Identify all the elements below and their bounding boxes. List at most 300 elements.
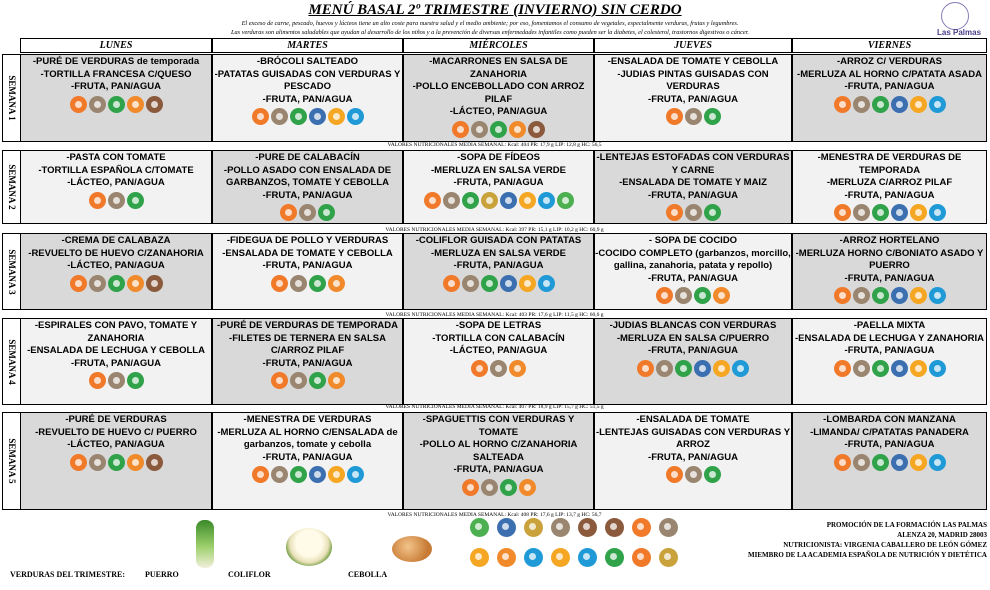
grain-icon [834, 287, 851, 304]
leek-image [196, 520, 214, 568]
allergen-icons [213, 372, 402, 389]
menu-cell [403, 150, 594, 224]
nutrition-values: VALORES NUTRICIONALES MEDIA SEMANAL: Kcal: 403 PR: 17,6 g LIP: 11,5 g HC: 60,6 g [385, 312, 604, 318]
shell-icon [519, 192, 536, 209]
shell-icon [910, 204, 927, 221]
allergen-icons [595, 360, 791, 377]
allergen-icons [793, 96, 986, 113]
grain-icon [666, 204, 683, 221]
dish-line: -PATATAS GUISADAS CON VERDURAS Y PESCADO [214, 68, 401, 92]
menu-cell [20, 54, 212, 142]
legume-icon [675, 287, 692, 304]
veg-icon [481, 275, 498, 292]
menu-cell [212, 412, 403, 510]
legend-item [603, 548, 625, 567]
credits [702, 520, 987, 560]
veg-icon [872, 96, 889, 113]
legume-icon [481, 479, 498, 496]
shell-icon [470, 548, 489, 567]
veg-item-puerro: PUERRO [145, 570, 179, 579]
dish-line: -FRUTA, PAN/AGUA [453, 464, 544, 475]
mustard-icon [524, 518, 543, 537]
veg-icon [704, 108, 721, 125]
legend-item [630, 518, 652, 537]
dish-line: -FRUTA, PAN/AGUA [262, 357, 353, 369]
day-header-0: LUNES [20, 38, 212, 53]
dish-line: -FRUTA, PAN/AGUA [648, 189, 738, 201]
dish-line: -ARROZ C/ VERDURAS [836, 56, 943, 67]
dish-line: -ENSALADA DE TOMATE [636, 414, 750, 425]
fish-icon [500, 275, 517, 292]
logo-icon [941, 2, 969, 30]
dish-line: -FRUTA, PAN/AGUA [648, 272, 738, 284]
egg-icon [713, 287, 730, 304]
menu-cell [403, 318, 594, 405]
grain-icon [252, 108, 269, 125]
legume-icon [853, 204, 870, 221]
menu-cell [403, 233, 594, 310]
celery-icon [470, 518, 489, 537]
dish-line: -LÁCTEO, PAN/AGUA [449, 345, 548, 356]
legume-icon [685, 466, 702, 483]
allergen-icons [213, 275, 402, 292]
dish-line: -MENESTRA DE VERDURAS [243, 414, 372, 425]
dish-line: -PASTA CON TOMATE [66, 152, 166, 163]
fish-icon [891, 287, 908, 304]
legume-icon [89, 275, 106, 292]
shell-icon [910, 287, 927, 304]
dish-line: -FRUTA, PAN/AGUA [262, 451, 353, 463]
dish-line: -FRUTA, PAN/AGUA [262, 93, 353, 105]
day-header-3: JUEVES [594, 38, 792, 53]
egg-icon [127, 454, 144, 471]
dish-line: -POLLO ASADO CON ENSALADA DE GARBANZOS, TOMATE Y CEBOLLA [223, 164, 392, 188]
egg-icon [328, 275, 345, 292]
allergen-icons [404, 192, 593, 209]
grain-icon [89, 372, 106, 389]
grain-icon [462, 479, 479, 496]
dish-line: -PURÉ DE VERDURAS DE TEMPORADA [216, 320, 399, 331]
allergen-icons [793, 454, 986, 471]
menu-cell [20, 412, 212, 510]
fish-icon [309, 466, 326, 483]
grain-icon [443, 275, 460, 292]
shell-icon [910, 360, 927, 377]
menu-cell [20, 233, 212, 310]
nutrition-values: VALORES NUTRICIONALES MEDIA SEMANAL: Kcal: 407 PR: 18,9 g LIP: 15,7 g HC: 51,5 g [385, 404, 604, 410]
crust-icon [929, 204, 946, 221]
week-row [2, 318, 987, 405]
legume-icon [443, 192, 460, 209]
legend-item [549, 548, 571, 567]
crust-icon [578, 548, 597, 567]
dish-line: -FRUTA, PAN/AGUA [844, 439, 935, 450]
egg-icon [127, 96, 144, 113]
dish-line: - SOPA DE COCIDO [648, 235, 738, 246]
dish-line: -MERLUZA HORNO C/BONIATO ASADO Y PUERRO [795, 247, 984, 271]
menu-cell [20, 318, 212, 405]
grain-icon [666, 466, 683, 483]
crust-icon [929, 287, 946, 304]
dairy-icon [146, 96, 163, 113]
allergen-icons [213, 204, 402, 221]
allergen-icons [21, 192, 211, 209]
legume-icon [659, 518, 678, 537]
dish-line: -POLLO ENCEBOLLADO CON ARROZ PILAF [412, 81, 585, 105]
legume-icon [89, 454, 106, 471]
dish-line: -TORTILLA FRANCESA C/QUESO [40, 68, 192, 80]
mustard-icon [659, 548, 678, 567]
dish-line: -FILETES DE TERNERA EN SALSA C/ARROZ PILAF [229, 332, 386, 356]
intro-text-2: Las verduras son alimentos saludables que ayudan al desarrollo de los niños y a la prevención de diversas enfermedades infantiles como pueden ser la diabetes, el colesterol, trastornos digestivos o cáncer. [231, 29, 749, 36]
legend-item [468, 548, 490, 567]
crust-icon [347, 466, 364, 483]
nutrition-values: VALORES NUTRICIONALES MEDIA SEMANAL: Kcal: 408 PR: 17,6 g LIP: 13,7 g HC: 56,7 [387, 512, 602, 518]
allergen-icons [21, 275, 211, 292]
legume-icon [271, 466, 288, 483]
grain-icon [834, 360, 851, 377]
dish-line: -LÁCTEO, PAN/AGUA [67, 260, 165, 271]
menu-cell [792, 318, 987, 405]
allergen-icons [793, 360, 986, 377]
legend-item [522, 518, 544, 537]
dish-line: -FRUTA, PAN/AGUA [844, 189, 935, 201]
veg-icon [500, 479, 517, 496]
dish-line: -FRUTA, PAN/AGUA [648, 451, 738, 463]
crust-icon [347, 108, 364, 125]
veg-icon [872, 454, 889, 471]
menu-cell [212, 318, 403, 405]
egg-icon [127, 275, 144, 292]
veg-icon [490, 121, 507, 138]
dish-line: -LIMANDA/ C/PATATAS PANADERA [810, 426, 969, 438]
dish-line: -SOPA DE FÍDEOS [457, 152, 540, 163]
grain-icon [834, 454, 851, 471]
dish-line: -ESPIRALES CON PAVO, TOMATE Y ZANAHORIA [34, 320, 198, 344]
menu-cell [20, 150, 212, 224]
legume-icon [853, 454, 870, 471]
legend-item [576, 548, 598, 567]
week-label-text: SEMANA 2 [7, 164, 17, 210]
dish-line: -COLIFLOR GUISADA CON PATATAS [415, 235, 582, 246]
menu-cell [792, 412, 987, 510]
dish-line: -LENTEJAS GUISADAS CON VERDURAS Y ARROZ [595, 426, 791, 450]
dish-line: -MERLUZA EN SALSA VERDE [431, 247, 566, 259]
legend-item [522, 548, 544, 567]
week-label [2, 233, 22, 310]
veg-icon [462, 192, 479, 209]
dish-line: -REVUELTO DE HUEVO C/ PUERRO [35, 426, 197, 438]
week-row [2, 150, 987, 224]
grain-icon [70, 96, 87, 113]
dish-line: -FRUTA, PAN/AGUA [262, 189, 353, 201]
dish-line: -REVUELTO DE HUEVO C/ZANAHORIA [28, 247, 204, 259]
nutrition-values: VALORES NUTRICIONALES MEDIA SEMANAL: Kcal: 397 PR: 15,1 g LIP: 10,2 g HC: 60,9 g [385, 227, 604, 233]
celery-icon [557, 192, 574, 209]
shell-icon [328, 108, 345, 125]
dish-line: -JUDIAS BLANCAS CON VERDURAS [609, 320, 777, 331]
shell-icon [551, 548, 570, 567]
dish-line: -LÁCTEO, PAN/AGUA [67, 439, 165, 450]
menu-cell [594, 54, 792, 142]
veg-icon [605, 548, 624, 567]
grain-icon [637, 360, 654, 377]
week-label-text: SEMANA 5 [7, 438, 17, 484]
dish-line: -FRUTA, PAN/AGUA [844, 345, 935, 356]
dish-line: -LÁCTEO, PAN/AGUA [449, 106, 548, 117]
grain-icon [252, 466, 269, 483]
veg-icon [704, 466, 721, 483]
veg-icon [872, 287, 889, 304]
allergen-icons [404, 121, 593, 138]
legend-item [495, 548, 517, 567]
legend-item [657, 518, 679, 537]
fish-icon [694, 360, 711, 377]
shell-icon [910, 454, 927, 471]
dairy-icon [605, 518, 624, 537]
week-row [2, 54, 987, 142]
logo-text: Las Palmas [937, 28, 982, 37]
grain-icon [834, 96, 851, 113]
crust-icon [929, 96, 946, 113]
intro-text-1: El exceso de carne, pescado, huevos y lácteos tiene un alto coste para nuestra salud y el medio ambiente; por eso, fomentamos el consumo de vegetales, especialmente verduras, frutas y legumbres. [241, 20, 739, 27]
veg-icon [127, 372, 144, 389]
dish-line: -MERLUZA EN SALSA C/PUERRO [616, 332, 770, 344]
veg-icon [872, 360, 889, 377]
crust-icon [929, 454, 946, 471]
week-label [2, 318, 22, 405]
dairy-icon [146, 454, 163, 471]
dish-line: -FRUTA, PAN/AGUA [262, 260, 353, 271]
dish-line: -MERLUZA EN SALSA VERDE [431, 164, 566, 176]
dish-line: -FRUTA, PAN/AGUA [453, 260, 544, 271]
crust-icon [732, 360, 749, 377]
fish-icon [500, 192, 517, 209]
menu-cell [792, 233, 987, 310]
dish-line: -PURÉ DE VERDURAS [65, 414, 167, 425]
legend-item [468, 518, 490, 537]
veg-item-cebolla: CEBOLLA [348, 570, 388, 579]
legume-icon [108, 372, 125, 389]
dish-line: -SPAGUETTIS CON VERDURAS Y TOMATE [422, 414, 575, 438]
credit-line: MIEMBRO DE LA ACADEMIA ESPAÑOLA DE NUTRICIÓN Y DIETÉTICA [748, 551, 987, 559]
grain-icon [471, 360, 488, 377]
dish-line: -ENSALADA DE LECHUGA Y ZANAHORIA [795, 332, 984, 344]
week-label-text: SEMANA 1 [7, 75, 17, 121]
allergen-icons [595, 204, 791, 221]
week-row [2, 412, 987, 510]
menu-cell [212, 150, 403, 224]
dish-line: -TORTILLA ESPAÑOLA C/TOMATE [38, 164, 194, 176]
legend-item [576, 518, 598, 537]
menu-title: MENÚ BASAL 2º TRIMESTRE (INVIERNO) SIN CERDO [308, 2, 682, 18]
grain-icon [271, 275, 288, 292]
grain-icon [632, 548, 651, 567]
dish-line: -ENSALADA DE TOMATE Y CEBOLLA [607, 56, 779, 67]
allergen-icons [793, 287, 986, 304]
grain-icon [452, 121, 469, 138]
dish-line: -ENSALADA DE TOMATE Y CEBOLLA [222, 247, 393, 259]
week-label [2, 150, 22, 224]
dish-line: -MERLUZA AL HORNO C/PATATA ASADA [797, 68, 982, 80]
dish-line: -CREMA DE CALABAZA [61, 235, 171, 246]
dish-line: -FRUTA, PAN/AGUA [71, 357, 161, 369]
fish-icon [891, 360, 908, 377]
crust-icon [538, 192, 555, 209]
legume-icon [551, 518, 570, 537]
dish-line: -FRUTA, PAN/AGUA [453, 177, 544, 188]
dish-line: -LÁCTEO, PAN/AGUA [67, 177, 165, 188]
dish-line: -PURE DE CALABACÍN [255, 152, 360, 163]
allergen-icons [21, 454, 211, 471]
crust-icon [538, 275, 555, 292]
veg-icon [108, 96, 125, 113]
dairy-icon [578, 518, 597, 537]
week-label [2, 412, 22, 510]
dish-line: -MENESTRA DE VERDURAS DE TEMPORADA [817, 152, 962, 176]
grain-icon [271, 372, 288, 389]
fish-icon [891, 204, 908, 221]
dish-line: -ARROZ HORTELANO [839, 235, 940, 246]
allergen-icons [595, 466, 791, 483]
allergen-icons [213, 466, 402, 483]
allergen-icons [213, 108, 402, 125]
legume-icon [853, 96, 870, 113]
allergen-icons [404, 360, 593, 377]
legume-icon [108, 192, 125, 209]
veg-icon [309, 275, 326, 292]
allergen-icons [21, 372, 211, 389]
allergen-icons [404, 479, 593, 496]
fish-icon [497, 518, 516, 537]
dish-line: -MACARRONES EN SALSA DE ZANAHORIA [429, 56, 568, 80]
fish-icon [891, 96, 908, 113]
veg-icon [309, 372, 326, 389]
legume-icon [656, 360, 673, 377]
dish-line: -PURÉ DE VERDURAS de temporada [32, 56, 200, 67]
egg-icon [328, 372, 345, 389]
egg-icon [497, 548, 516, 567]
shell-icon [910, 96, 927, 113]
shell-icon [519, 275, 536, 292]
menu-cell [403, 54, 594, 142]
grain-icon [70, 275, 87, 292]
mustard-icon [481, 192, 498, 209]
veg-icon [290, 466, 307, 483]
nutrition-values: VALORES NUTRICIONALES MEDIA SEMANAL: Kcal: 404 PR: 17,9 g LIP: 12,8 g HC: 56,5 [387, 142, 602, 148]
legume-icon [299, 204, 316, 221]
credit-line: ALENZA 20, MADRID 28003 [897, 531, 987, 539]
allergen-icons [793, 204, 986, 221]
legume-icon [462, 275, 479, 292]
grain-icon [632, 518, 651, 537]
grain-icon [280, 204, 297, 221]
day-header-1: MARTES [212, 38, 403, 53]
legume-icon [853, 360, 870, 377]
veg-icon [675, 360, 692, 377]
shell-icon [328, 466, 345, 483]
legume-icon [685, 204, 702, 221]
dish-line: -ENSALADA DE TOMATE Y MAIZ [619, 177, 767, 188]
dish-line: -SOPA DE LETRAS [455, 320, 542, 331]
credit-line: PROMOCIÓN DE LA FORMACIÓN LAS PALMAS [826, 521, 987, 529]
menu-cell [594, 412, 792, 510]
dairy-icon [528, 121, 545, 138]
menu-cell [792, 150, 987, 224]
dish-line: -POLLO AL HORNO C/ZANAHORIA SALTEADA [419, 439, 578, 463]
dish-line: -FRUTA, PAN/AGUA [71, 81, 161, 92]
dish-line: -MERLUZA AL HORNO C/ENSALADA de garbanzos, tomate y cebolla [217, 426, 398, 450]
legume-icon [490, 360, 507, 377]
legend-item [630, 548, 652, 567]
day-header-2: MIÉRCOLES [403, 38, 594, 53]
allergen-icons [595, 108, 791, 125]
veg-title: VERDURAS DEL TRIMESTRE: [10, 570, 125, 579]
dish-line: -TORTILLA CON CALABACÍN [432, 332, 565, 344]
legend-item [549, 518, 571, 537]
day-header-4: VIERNES [792, 38, 987, 53]
menu-cell [594, 150, 792, 224]
grain-icon [834, 204, 851, 221]
veg-icon [127, 192, 144, 209]
week-row [2, 233, 987, 310]
grain-icon [656, 287, 673, 304]
dairy-icon [146, 275, 163, 292]
dish-line: -BRÓCOLI SALTEADO [256, 56, 359, 67]
veg-icon [108, 275, 125, 292]
dish-line: -PAELLA MIXTA [853, 320, 926, 331]
dish-line: -FRUTA, PAN/AGUA [844, 81, 935, 92]
dish-line: -FRUTA, PAN/AGUA [648, 93, 738, 105]
onion-image [392, 536, 432, 562]
dish-line: -JUDIAS PINTAS GUISADAS CON VERDURAS [617, 68, 769, 92]
legend-item [657, 548, 679, 567]
dish-line: -ENSALADA DE LECHUGA Y CEBOLLA [27, 345, 205, 356]
shell-icon [713, 360, 730, 377]
menu-cell [594, 318, 792, 405]
veg-icon [694, 287, 711, 304]
cauliflower-image [286, 528, 332, 566]
week-label [2, 54, 22, 142]
egg-icon [509, 360, 526, 377]
dish-line: -MERLUZA C/ARROZ PILAF [826, 177, 953, 188]
allergen-icons [595, 287, 791, 304]
las-palmas-logo [935, 2, 983, 40]
dish-line: -LOMBARDA CON MANZANA [823, 414, 956, 425]
legume-icon [271, 108, 288, 125]
veg-item-coliflor: COLIFLOR [228, 570, 271, 579]
veg-icon [872, 204, 889, 221]
menu-cell [212, 233, 403, 310]
egg-icon [519, 479, 536, 496]
fish-icon [309, 108, 326, 125]
menu-cell [594, 233, 792, 310]
veg-icon [290, 108, 307, 125]
veg-icon [318, 204, 335, 221]
menu-cell [792, 54, 987, 142]
legume-icon [290, 275, 307, 292]
crust-icon [929, 360, 946, 377]
week-label-text: SEMANA 4 [7, 338, 17, 385]
veg-icon [108, 454, 125, 471]
allergen-icons [21, 96, 211, 113]
crust-icon [524, 548, 543, 567]
legume-icon [471, 121, 488, 138]
dish-line: -COCIDO COMPLETO (garbanzos, morcillo, gallina, zanahoria, patata y repollo) [595, 247, 791, 271]
grain-icon [666, 108, 683, 125]
grain-icon [89, 192, 106, 209]
legend-item [603, 518, 625, 537]
